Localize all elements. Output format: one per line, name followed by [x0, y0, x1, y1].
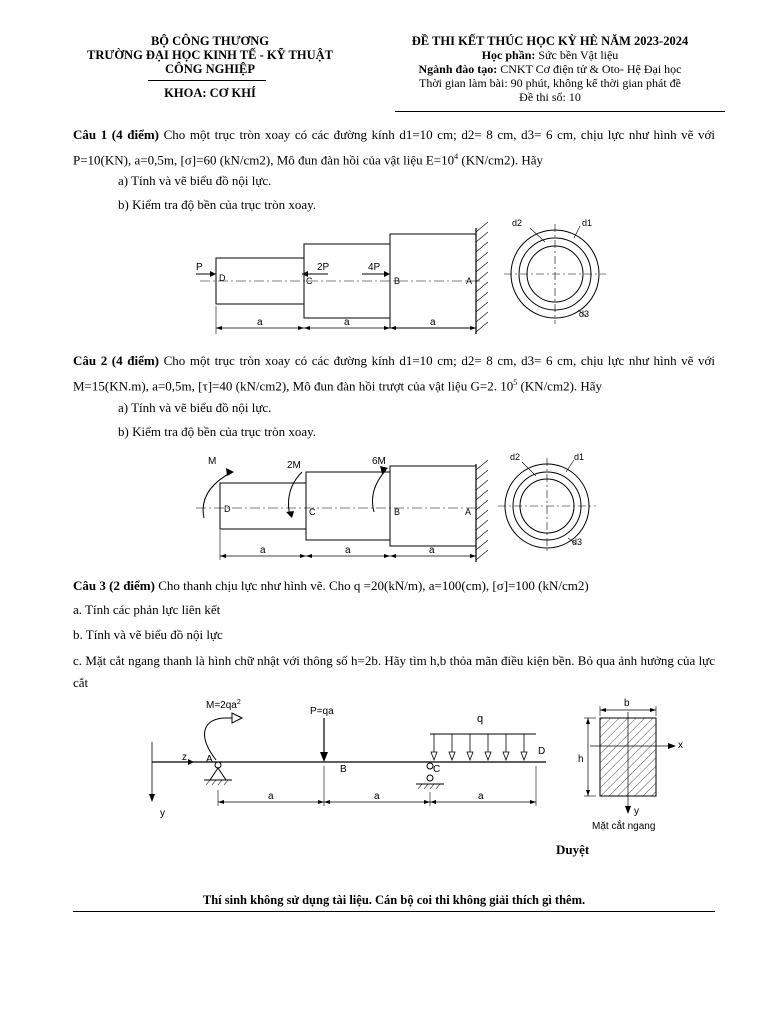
q1-cross-section [504, 224, 606, 324]
q1-dim-a3: a [430, 317, 436, 328]
q1-label-4P: 4P [368, 262, 381, 273]
q2-point-C: C [309, 507, 316, 517]
approved-label: Duyệt [556, 842, 590, 857]
footer-note: Thí sinh không sử dụng tài liệu. Cán bộ coi thi không giải thích gì thêm. [202, 893, 586, 907]
q2-label-6M: 6M [372, 456, 386, 467]
q2-wall-hatch [476, 460, 488, 560]
q3-point-C: C [433, 764, 441, 775]
q3-part-a: a. Tính các phản lực liên kết [73, 602, 221, 617]
q1-part-a: a) Tính và vẽ biểu đồ nội lực. [118, 173, 272, 188]
q1-label-2P: 2P [317, 262, 330, 273]
q2-moment-6M [373, 470, 387, 512]
header-right-divider [395, 111, 725, 112]
q3-dim-a1: a [268, 791, 274, 802]
ministry: BỘ CÔNG THƯƠNG [150, 34, 270, 48]
q2-point-D: D [224, 504, 231, 514]
q1-title: Câu 1 (4 điểm) [73, 127, 159, 142]
q3-label-section-y: y [634, 806, 639, 817]
q3-point-D: D [538, 746, 546, 757]
course-label: Học phần: [481, 48, 536, 62]
q1-part-b: b) Kiểm tra độ bền của trục tròn xoay. [118, 197, 317, 212]
q3-label-M: $M=2qa^2$ [206, 699, 241, 711]
header-left [60, 34, 360, 100]
q2-label-2M: 2M [287, 460, 301, 471]
q1-label-d3: d3 [579, 309, 590, 319]
header-right [380, 34, 720, 104]
q1-figure [0, 210, 768, 335]
q2-part-b: b) Kiểm tra độ bền của trục tròn xoay. [118, 424, 317, 439]
q1-label-d2: d2 [512, 218, 523, 228]
q2-text-end: (KN/cm2). Hãy [517, 378, 603, 394]
q1-dim-a2: a [344, 317, 350, 328]
q3-figure [0, 692, 768, 842]
q1-text-end: (KN/cm2). Hãy [458, 152, 543, 168]
q2-statement [73, 350, 715, 397]
school-name-2: CÔNG NGHIỆP [165, 62, 255, 76]
exam-title: ĐỀ THI KẾT THÚC HỌC KỲ HÈ NĂM 2023-2024 [411, 34, 689, 48]
school-name-1: TRƯỜNG ĐẠI HỌC KINH TẾ - KỸ THUẬT [87, 48, 333, 62]
program-value: CNKT Cơ điện tử & Oto- Hệ Đại học [500, 62, 682, 76]
q1-point-C: C [306, 276, 313, 286]
q2-part-a: a) Tính và vẽ biểu đồ nội lực. [118, 400, 272, 415]
course-value: Sức bền Vật liệu [538, 48, 619, 62]
q1-exponent: 4 [454, 152, 459, 161]
exam-time: Thời gian làm bài: 90 phút, không kể thời gian phát đề [419, 76, 681, 90]
q3-point-B: B [340, 764, 347, 775]
q3-text: Cho thanh chịu lực như hình vẽ. Cho q =20(kN/m), a=100(cm), [σ]=100 (kN/cm2) [154, 578, 589, 593]
q3-label-b: b [624, 698, 630, 709]
q3-label-h: h [578, 754, 584, 765]
q1-statement [73, 124, 715, 171]
footer-divider [73, 911, 715, 912]
q3-label-z: z [182, 752, 187, 763]
q1-dim-a1: a [257, 317, 263, 328]
q2-moment-2M [289, 472, 303, 516]
q2-label-d2: d2 [510, 452, 521, 462]
q3-part-b: b. Tính và vẽ biểu đồ nội lực [73, 627, 223, 642]
q3-support-A [204, 762, 232, 785]
q2-label-M: M [208, 456, 217, 467]
q1-point-D: D [219, 273, 226, 283]
q2-text: Cho một trục tròn xoay có các đường kính d1=10 cm; d2= 8 cm, d3= 6 cm, chịu lực như hình vẽ với M=15(KN.m), a=0,5m, [τ]=40 (kN/cm2), Mô đun đàn hồi trượt của vật liệu G=2. 10 [73, 353, 716, 394]
q1-text: Cho một trục tròn xoay có các đường kính d1=10 cm; d2= 8 cm, d3= 6 cm, chịu lực như hình vẽ với P=10(KN), a=0,5m, [σ]=60 (kN/cm2), Mô đun đàn hồi của vật liệu E=10 [73, 127, 716, 168]
q3-part-c: c. Mặt cắt ngang thanh là hình chữ nhật với thông số h=2b. Hãy tìm h,b thỏa mãn điều kiện bền. Bỏ qua ảnh hưởng của lực cắt [73, 653, 715, 690]
q2-title: Câu 2 (4 điểm) [73, 353, 159, 368]
q3-title: Câu 3 (2 điểm) [73, 578, 155, 593]
q3-point-A: A [206, 754, 213, 765]
q3-statement [73, 578, 589, 594]
q2-dim-a2: a [345, 545, 351, 556]
q2-shaft-segment-d3 [220, 483, 306, 529]
q2-exponent: 5 [513, 378, 518, 387]
program-label: Ngành đào tạo: [418, 62, 498, 76]
q2-label-d1: d1 [574, 452, 585, 462]
q2-dim-a1: a [260, 545, 266, 556]
q1-label-d1: d1 [582, 218, 593, 228]
exam-number: Đề thi số: 10 [519, 90, 581, 104]
q3-dim-a2: a [374, 791, 380, 802]
q1-wall-hatch [476, 222, 488, 332]
q3-section-caption: Mặt cắt ngang [592, 821, 656, 832]
q3-label-x: x [678, 740, 683, 751]
q2-dim-a3: a [429, 545, 435, 556]
q1-point-B: B [394, 276, 401, 286]
q2-label-d3: d3 [572, 537, 583, 547]
q3-label-P: P=qa [310, 706, 334, 717]
q3-label-q: q [477, 713, 484, 725]
q2-point-A: A [465, 507, 472, 517]
q1-point-A: A [466, 276, 473, 286]
header-left-divider [148, 80, 266, 81]
q3-dim-a3: a [478, 791, 484, 802]
q2-figure [0, 450, 768, 570]
q3-label-y: y [160, 808, 165, 819]
faculty: KHOA: CƠ KHÍ [164, 86, 256, 100]
q2-shaft-segment-d1 [390, 466, 476, 546]
q2-point-B: B [394, 507, 401, 517]
q1-label-P: P [196, 262, 203, 273]
